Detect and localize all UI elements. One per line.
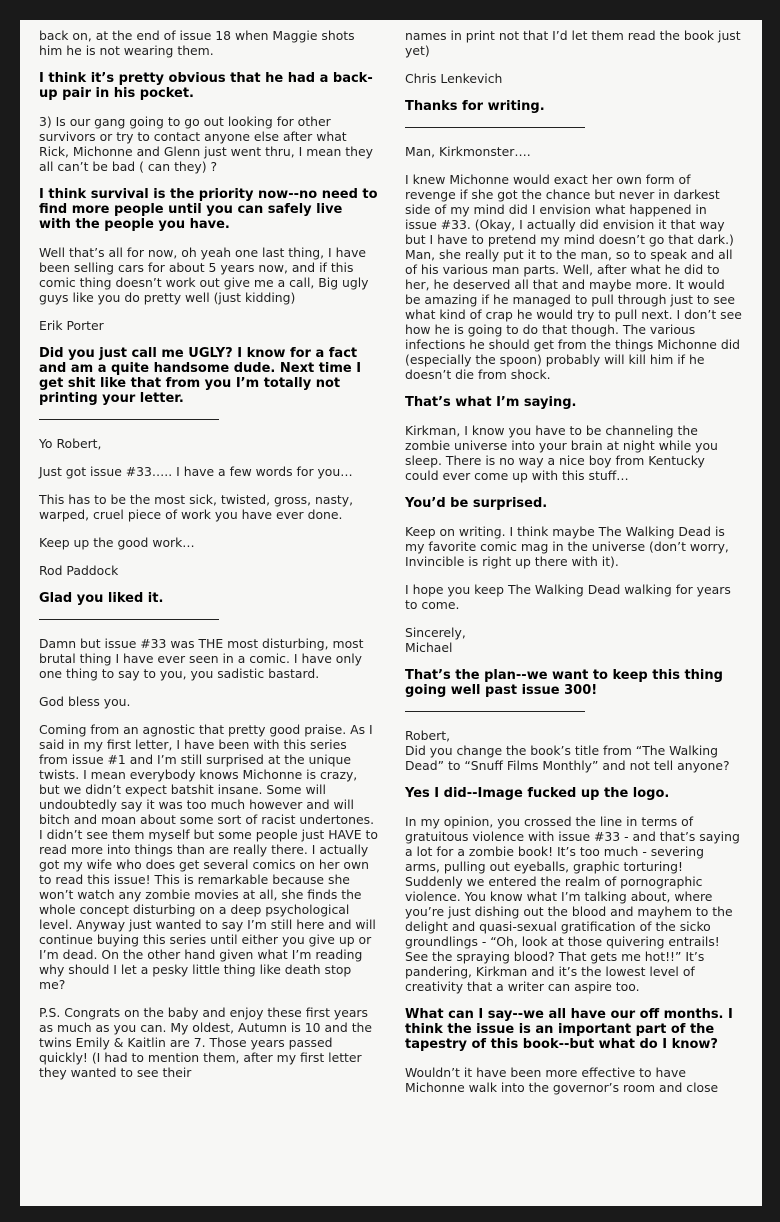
letter-paragraph: Sincerely, Michael xyxy=(405,625,466,655)
letter-paragraph: Erik Porter xyxy=(39,318,104,333)
editor-reply: You’d be surprised. xyxy=(405,496,548,511)
letter-paragraph: 3) Is our gang going to go out looking for other survivors or try to contact anyone else after what Rick, Michonne and Glenn just went thru, I mean they all can’t be bad ( can they) ? xyxy=(39,114,373,174)
letter-paragraph: Yo Robert, xyxy=(39,436,102,451)
letter-divider xyxy=(39,419,219,420)
editor-reply: I think survival is the priority now--no need to find more people until you can safely live with the people you have. xyxy=(39,187,378,232)
letter-paragraph: back on, at the end of issue 18 when Maggie shots him he is not wearing them. xyxy=(39,28,355,58)
left-column xyxy=(39,28,378,1093)
editor-reply: That’s what I’m saying. xyxy=(405,395,577,410)
editor-reply: I think it’s pretty obvious that he had a back-up pair in his pocket. xyxy=(39,71,373,101)
letter-divider xyxy=(39,619,219,620)
editor-reply: Did you just call me UGLY? I know for a fact and am a quite handsome dude. Next time I get shit like that from you I’m totally not printing your letter. xyxy=(39,346,362,406)
editor-reply: That’s the plan--we want to keep this thing going well past issue 300! xyxy=(405,668,723,698)
editor-reply: What can I say--we all have our off months. I think the issue is an important part of the tapestry of this book--but what do I know? xyxy=(405,1007,733,1052)
letter-paragraph: I knew Michonne would exact her own form of revenge if she got the chance but never in darkest side of my mind did I envision what happened in issue #33. (Okay, I actually did envision it that way but I have to pretend my mind doesn’t go that dark.) Man, she really put it to the man, so to speak and all of his various man parts. Well, after what he did to her, he deserved all that and maybe more. It would be amazing if he managed to pull through just to see what kind of crap he would try to pull next. I don’t see how he is going to do that though. The various infections he should get from the things Michonne did (especially the spoon) probably will kill him if he doesn’t die from shock. xyxy=(405,172,742,382)
letter-divider xyxy=(405,711,585,712)
letter-paragraph: Chris Lenkevich xyxy=(405,71,503,86)
letter-paragraph: Damn but issue #33 was THE most disturbing, most brutal thing I have ever seen in a comic. I have only one thing to say to you, you sadistic bastard. xyxy=(39,636,364,681)
editor-reply: Thanks for writing. xyxy=(405,99,545,114)
editor-reply: Glad you liked it. xyxy=(39,591,164,606)
letter-paragraph: Just got issue #33….. I have a few words for you… xyxy=(39,464,353,479)
letter-paragraph: Man, Kirkmonster…. xyxy=(405,144,531,159)
letter-paragraph: God bless you. xyxy=(39,694,131,709)
letters-page xyxy=(20,20,762,1206)
letter-paragraph: Coming from an agnostic that pretty good praise. As I said in my first letter, I have been with this series from issue #1 and I’m still surprised at the unique twists. I mean everybody knows Michonne is crazy, but we didn’t expect batshit insane. Some will undoubtedly say it was too much however and will bitch and moan about some sort of racist undertones. I didn’t see them myself but some people just HAVE to read more into things than are really there. I actually got my wife who does get several comics on her own to read this issue! This is remarkable because she won’t watch any zombie movies at all, she finds the whole concept disturbing on a deep psychological level. Anyway just wanted to say I’m still here and will continue buying this series until either you give up or I’m dead. On the other hand given what I’m reading why should I let a pesky little thing like death stop me? xyxy=(39,722,378,992)
letter-paragraph: Robert, Did you change the book’s title from “The Walking Dead” to “Snuff Films Monthly” and not tell anyone? xyxy=(405,728,730,773)
letter-paragraph: Kirkman, I know you have to be channeling the zombie universe into your brain at night while you sleep. There is no way a nice boy from Kentucky could ever come up with this stuff… xyxy=(405,423,718,483)
letter-divider xyxy=(405,127,585,128)
letter-paragraph: Keep on writing. I think maybe The Walking Dead is my favorite comic mag in the universe (don’t worry, Invincible is right up there with it). xyxy=(405,524,729,569)
letter-paragraph: This has to be the most sick, twisted, gross, nasty, warped, cruel piece of work you have ever done. xyxy=(39,492,354,522)
letter-paragraph: Wouldn’t it have been more effective to have Michonne walk into the governor’s room and close xyxy=(405,1065,719,1095)
letter-paragraph: I hope you keep The Walking Dead walking for years to come. xyxy=(405,582,731,612)
editor-reply: Yes I did--Image fucked up the logo. xyxy=(405,786,670,801)
letter-paragraph: P.S. Congrats on the baby and enjoy these first years as much as you can. My oldest, Autumn is 10 and the twins Emily & Kaitlin are 7. Those years passed quickly! (I had to mention them, after my first letter they wanted to see their xyxy=(39,1005,373,1080)
letter-paragraph: names in print not that I’d let them read the book just yet) xyxy=(405,28,741,58)
letter-paragraph: Well that’s all for now, oh yeah one last thing, I have been selling cars for about 5 years now, and if this comic thing doesn’t work out give me a call, Big ugly guys like you do pretty well (just kidding) xyxy=(39,245,369,305)
letter-paragraph: In my opinion, you crossed the line in terms of gratuitous violence with issue #33 - and that’s saying a lot for a zombie book! It’s too much - severing arms, pulling out eyeballs, graphic torturing! Suddenly we entered the realm of pornographic violence. You know what I’m talking about, where you’re just dishing out the blood and mayhem to the delight and quasi-sexual gratification of the sicko groundlings - “Oh, look at those quivering entrails! See the spraying blood? That gets me hot!!” It’s pandering, Kirkman and it’s the lowest level of creativity that a writer can aspire too. xyxy=(405,814,740,994)
letter-paragraph: Rod Paddock xyxy=(39,563,119,578)
right-column xyxy=(405,28,742,1108)
letter-paragraph: Keep up the good work… xyxy=(39,535,195,550)
